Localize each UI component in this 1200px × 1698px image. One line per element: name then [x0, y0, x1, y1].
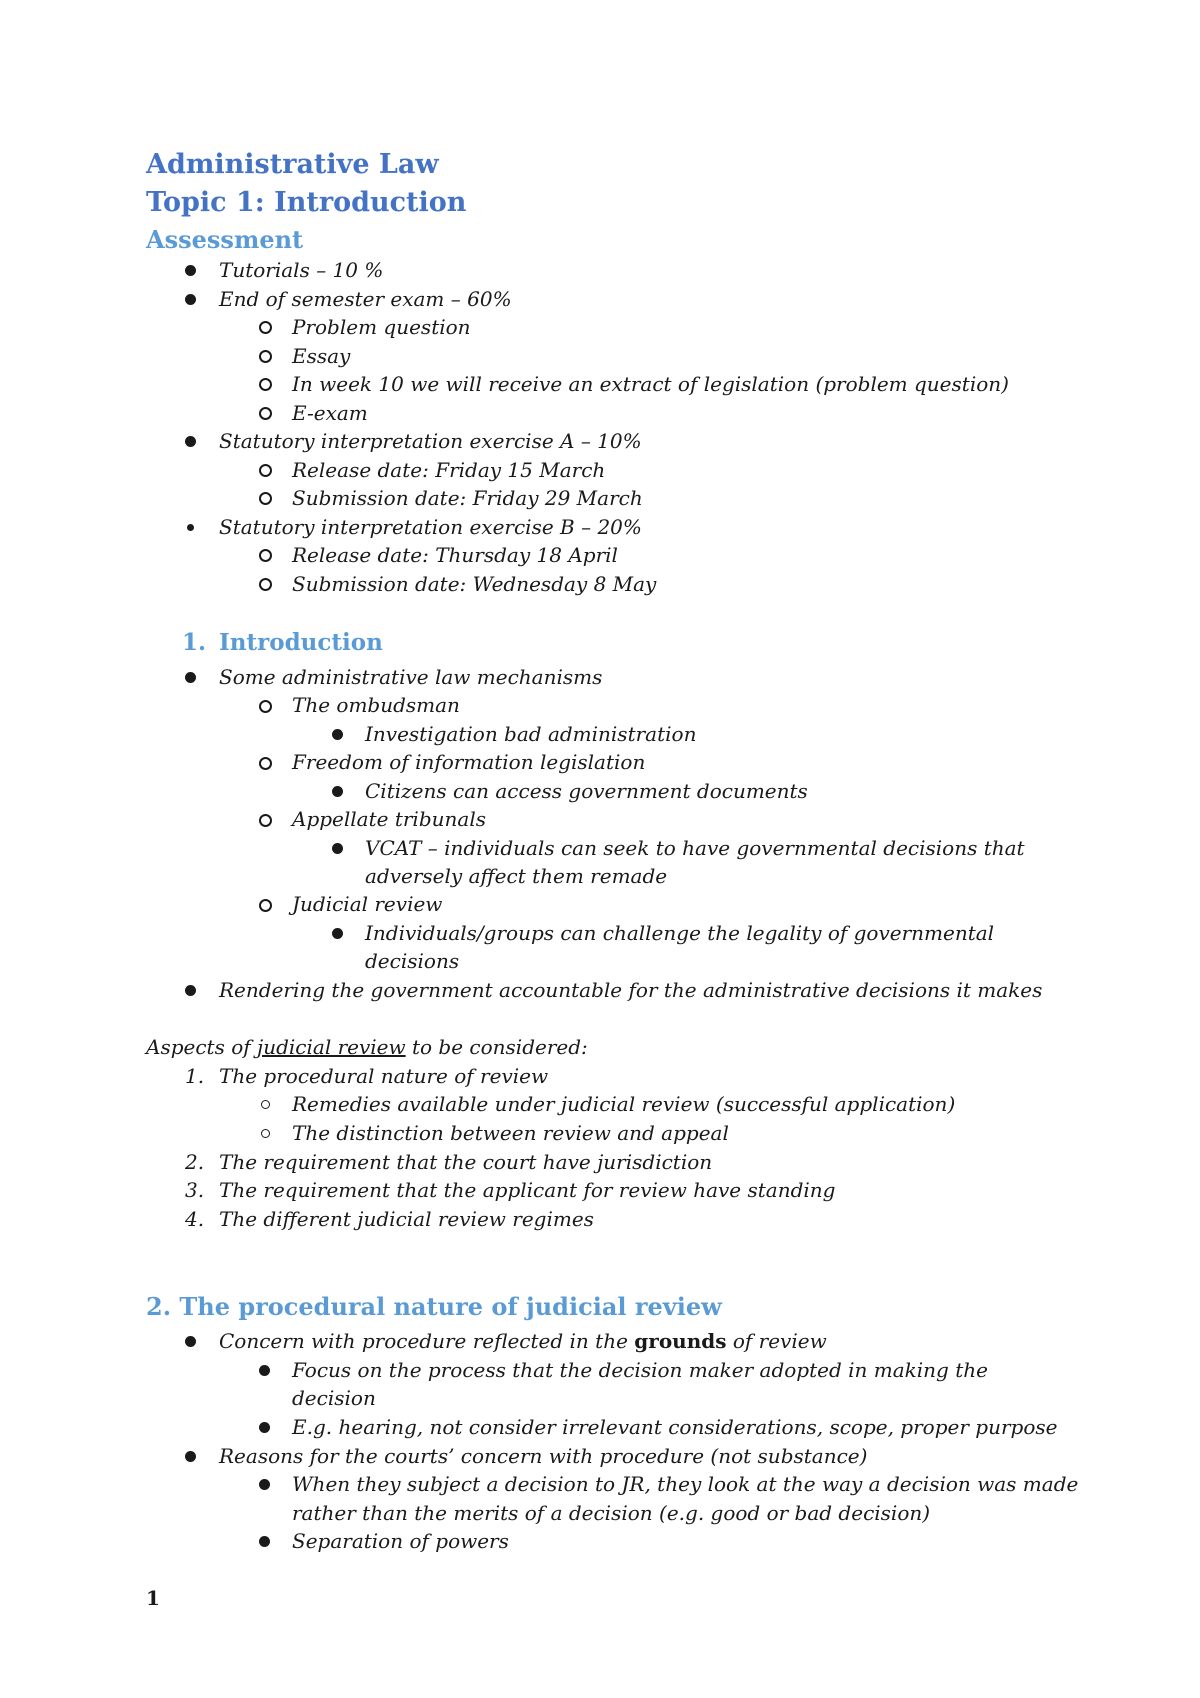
list-item-continuation: decisions — [365, 949, 460, 973]
circle-bullet-icon — [259, 378, 272, 391]
list-item-continuation: adversely affect them remade — [365, 864, 668, 888]
aspects-lead-post: to be considered: — [405, 1035, 588, 1059]
grounds-post: of review — [726, 1329, 827, 1353]
grounds-pre: Concern with procedure reflected in the — [219, 1329, 635, 1353]
procedural-heading: 2. The procedural nature of judicial review — [146, 1292, 722, 1321]
bullet-icon — [185, 1336, 196, 1347]
list-item: Tutorials – 10 % — [219, 258, 384, 282]
list-item: Individuals/groups can challenge the legality of governmental — [365, 921, 995, 945]
small-circle-bullet-icon — [261, 1129, 270, 1138]
list-item: VCAT – individuals can seek to have governmental decisions that — [365, 836, 1025, 860]
circle-bullet-icon — [259, 407, 272, 420]
list-item: Separation of powers — [292, 1529, 509, 1553]
circle-bullet-icon — [259, 321, 272, 334]
aspects-lead-pre: Aspects of — [146, 1035, 258, 1059]
topic-title: Topic 1: Introduction — [146, 187, 467, 218]
list-item — [219, 1328, 827, 1354]
bullet-icon — [259, 1422, 270, 1433]
bullet-icon — [332, 843, 343, 854]
list-item: Statutory interpretation exercise A – 10% — [219, 429, 642, 453]
judicial-review-underlined: judicial review — [257, 1035, 406, 1059]
bullet-icon — [185, 265, 196, 276]
document-title: Administrative Law — [146, 149, 439, 180]
list-item: The procedural nature of review — [219, 1064, 549, 1088]
list-item: The distinction between review and appeal — [292, 1121, 729, 1145]
list-item: Focus on the process that the decision maker adopted in making the — [292, 1358, 988, 1382]
list-item: Submission date: Wednesday 8 May — [292, 572, 657, 596]
circle-bullet-icon — [259, 700, 272, 713]
list-item: The requirement that the applicant for review have standing — [219, 1178, 836, 1202]
circle-bullet-icon — [259, 350, 272, 363]
bullet-icon — [332, 786, 343, 797]
list-item: Reasons for the courts’ concern with procedure (not substance) — [219, 1444, 868, 1468]
circle-bullet-icon — [259, 814, 272, 827]
bullet-icon — [259, 1365, 270, 1376]
list-item: End of semester exam – 60% — [219, 287, 512, 311]
list-item: Citizens can access government documents — [365, 779, 808, 803]
circle-bullet-icon — [259, 492, 272, 505]
list-item: Investigation bad administration — [365, 722, 697, 746]
circle-bullet-icon — [259, 757, 272, 770]
list-item: E.g. hearing, not consider irrelevant considerations, scope, proper purpose — [292, 1415, 1058, 1439]
intro-heading-number: 1. — [182, 629, 207, 656]
list-item: Release date: Thursday 18 April — [292, 543, 618, 567]
bullet-icon — [332, 729, 343, 740]
list-item: The ombudsman — [292, 693, 460, 717]
assessment-heading: Assessment — [146, 225, 304, 254]
list-number: 4. — [185, 1207, 205, 1231]
bullet-icon — [185, 985, 196, 996]
list-number: 1. — [185, 1064, 205, 1088]
list-item: Remedies available under judicial review (successful application) — [292, 1092, 956, 1116]
list-item: Some administrative law mechanisms — [219, 665, 603, 689]
list-item: Release date: Friday 15 March — [292, 458, 606, 482]
list-item: Rendering the government accountable for the administrative decisions it makes — [219, 978, 1043, 1002]
list-item: Statutory interpretation exercise B – 20% — [219, 515, 642, 539]
list-item-continuation: rather than the merits of a decision (e.g. good or bad decision) — [292, 1501, 931, 1525]
bullet-icon — [185, 436, 196, 447]
page-number: 1 — [146, 1586, 160, 1610]
list-item: Essay — [292, 344, 351, 368]
aspects-lead — [146, 1034, 588, 1060]
list-item: Problem question — [292, 315, 471, 339]
circle-bullet-icon — [259, 578, 272, 591]
list-number: 3. — [185, 1178, 205, 1202]
circle-bullet-icon — [259, 549, 272, 562]
intro-heading: Introduction — [219, 629, 383, 656]
bullet-icon — [259, 1536, 270, 1547]
bullet-icon — [185, 294, 196, 305]
circle-bullet-icon — [259, 899, 272, 912]
list-item: E-exam — [292, 401, 368, 425]
list-item: The different judicial review regimes — [219, 1207, 594, 1231]
bullet-icon — [259, 1479, 270, 1490]
small-circle-bullet-icon — [261, 1100, 270, 1109]
list-item: Submission date: Friday 29 March — [292, 486, 643, 510]
bullet-icon — [187, 524, 194, 531]
bullet-icon — [332, 928, 343, 939]
list-item: Judicial review — [292, 892, 443, 916]
list-item: Freedom of information legislation — [292, 750, 646, 774]
list-item: When they subject a decision to JR, they look at the way a decision was made — [292, 1472, 1079, 1496]
list-number: 2. — [185, 1150, 205, 1174]
list-item: In week 10 we will receive an extract of legislation (problem question) — [292, 372, 1009, 396]
list-item: Appellate tribunals — [292, 807, 486, 831]
list-item-continuation: decision — [292, 1386, 376, 1410]
bullet-icon — [185, 672, 196, 683]
circle-bullet-icon — [259, 464, 272, 477]
bullet-icon — [185, 1451, 196, 1462]
list-item: The requirement that the court have jurisdiction — [219, 1150, 713, 1174]
grounds-bold: grounds — [634, 1329, 727, 1353]
